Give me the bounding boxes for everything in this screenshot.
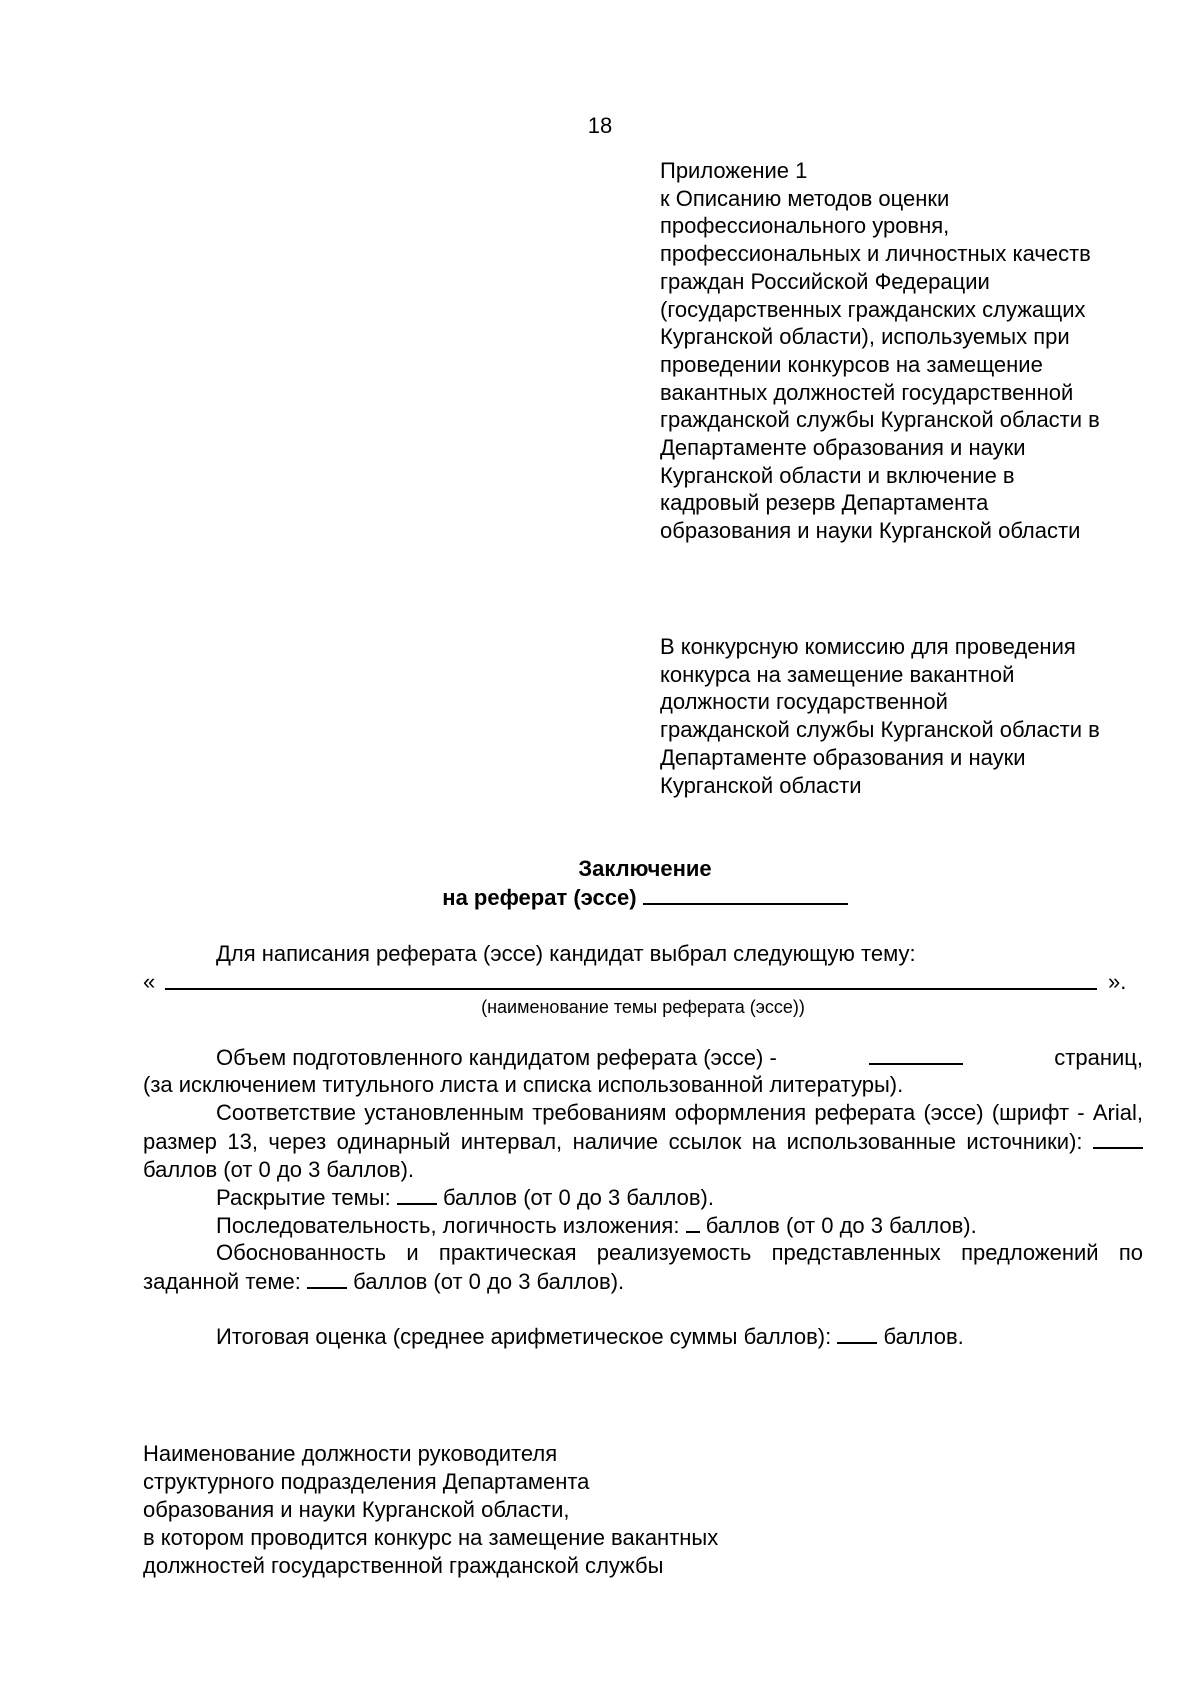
document-subtitle [0, 883, 1200, 912]
logic-score-blank[interactable] [686, 1211, 700, 1233]
topic-close-quote: ». [1108, 969, 1127, 994]
disclosure-text: Раскрытие темы: [216, 1185, 391, 1210]
disclosure-score-blank[interactable] [397, 1183, 437, 1205]
essay-name-blank[interactable] [643, 883, 848, 905]
logic-text: Последовательность, логичность изложения: [216, 1213, 680, 1238]
compliance-text: Соответствие установленным требованиям оформления реферата (эссе) (шрифт - Arial, размер 13, через одинарный интервал, наличие ссылок на использованные источники): [143, 1100, 1143, 1154]
volume-text: Объем подготовленного кандидатом реферата (эссе) - [216, 1045, 777, 1070]
compliance-score-blank[interactable] [1093, 1127, 1143, 1149]
logic-line [216, 1211, 977, 1240]
topic-blank-line[interactable] [165, 988, 1097, 990]
appendix-reference: Приложение 1 к Описанию методов оценки профессионального уровня, профессиональных и личностных качеств граждан Российской Федерации (государственных гражданских служащих Курганской области), используемых при проведении конкурсов на замещение вакантных должностей государственной гражданской службы Курганской области в Департаменте образования и науки Курганской области и включение в кадровый резерв Департамента образования и науки Курганской области [660, 158, 1100, 544]
compliance-score-range: баллов (от 0 до 3 баллов). [143, 1157, 415, 1182]
pages-blank[interactable] [869, 1043, 963, 1065]
validity-score-blank[interactable] [307, 1267, 347, 1289]
volume-unit: страниц, [1054, 1045, 1143, 1070]
validity-score-range: баллов (от 0 до 3 баллов). [353, 1269, 625, 1294]
topic-open-quote: « [143, 969, 156, 994]
subtitle-text: на реферат (эссе) [442, 885, 637, 910]
disclosure-line [216, 1183, 714, 1212]
topic-caption: (наименование темы реферата (эссе)) [481, 997, 805, 1017]
validity-text: Обоснованность и практическая реализуемость представленных предложений по заданной теме: [143, 1240, 1143, 1294]
total-text: Итоговая оценка (среднее арифметическое суммы баллов): [216, 1324, 832, 1349]
document-title: Заключение [578, 856, 712, 881]
addressee-block: В конкурсную комиссию для проведения конкурса на замещение вакантной должности государственной гражданской службы Курганской области в Департаменте образования и науки Курганской области [660, 634, 1100, 798]
disclosure-score-range: баллов (от 0 до 3 баллов). [442, 1185, 714, 1210]
total-line [216, 1322, 964, 1351]
volume-line [216, 1043, 1143, 1072]
volume-note: (за исключением титульного листа и списка использованной литературы). [143, 1072, 904, 1097]
topic-intro: Для написания реферата (эссе) кандидат выбрал следующую тему: [216, 941, 916, 966]
total-score-blank[interactable] [837, 1322, 877, 1344]
logic-score-range: баллов (от 0 до 3 баллов). [705, 1213, 977, 1238]
total-unit: баллов. [883, 1324, 964, 1349]
page-number: 18 [587, 113, 613, 138]
compliance-paragraph [143, 1099, 1143, 1184]
validity-paragraph [143, 1239, 1143, 1296]
signature-block: Наименование должности руководителя структурного подразделения Департамента образования и науки Курганской области, в котором проводится конкурс на замещение вакантных должностей государственной гражданской службы [143, 1441, 719, 1578]
